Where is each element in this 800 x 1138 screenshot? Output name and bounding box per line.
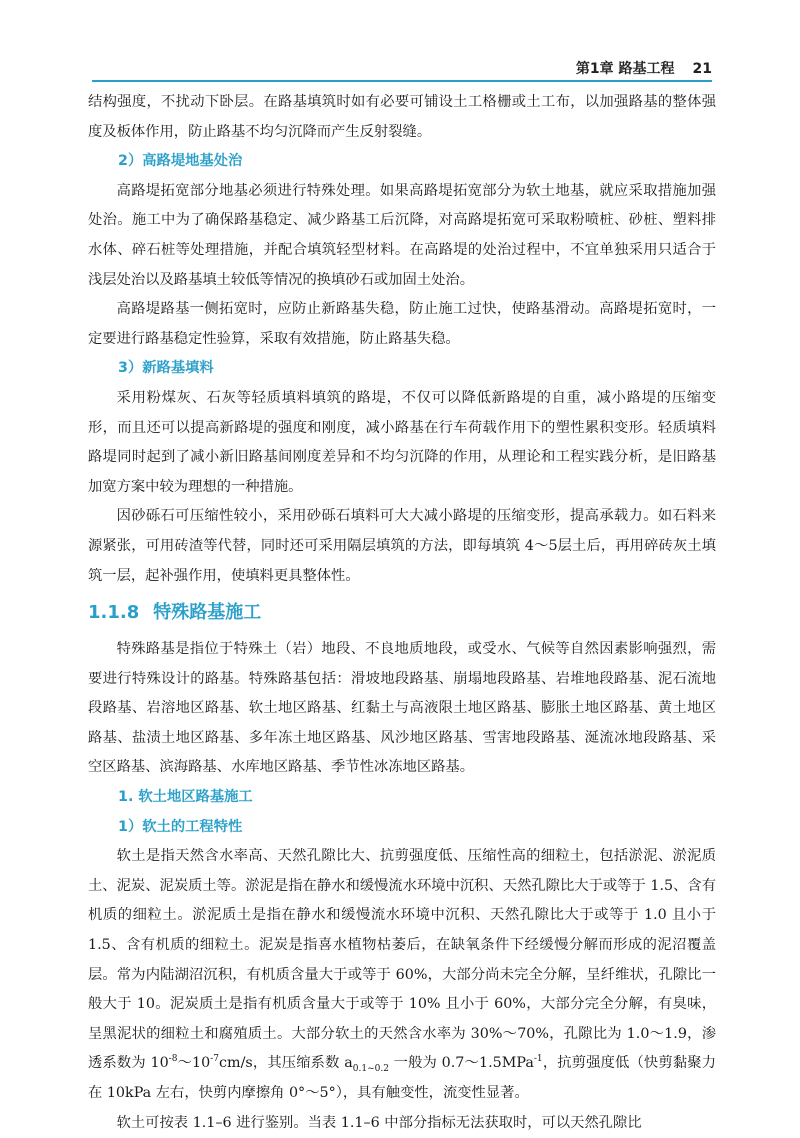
paragraph: 因砂砾石可压缩性较小，采用砂砾石填料可大大减小路堤的压缩变形，提高承载力。如石料来源紧张，可用砖渣等代替，同时还可采用隔层填筑的方法，即每填筑 4～5层土后，再用碎砖灰土填筑一层，起补强作用，使填料更具整体性。 <box>88 508 716 584</box>
paragraph: 高路堤拓宽部分地基必须进行特殊处理。如果高路堤拓宽部分为软土地基，就应采取措施加强处治。施工中为了确保路基稳定、减少路基工后沉降，对高路堤拓宽可采取粉喷桩、砂桩、塑料排水体、碎石桩等处理措施，并配合填筑轻型材料。在高路堤的处治过程中，不宜单独采用只适合于浅层处治以及路基填土较低等情况的换填砂石或加固土处治。 <box>88 182 716 288</box>
subheading-soft-soil: 1. 软土地区路基施工 <box>118 789 253 806</box>
page-body <box>88 88 716 1138</box>
header-divider <box>92 80 712 82</box>
paragraph: 软土可按表 1.1–6 进行鉴别。当表 1.1–6 中部分指标无法获取时，可以天然孔隙比 <box>116 1114 642 1131</box>
subheading-new-fill: 3）新路基填料 <box>118 360 214 377</box>
page-number: 21 <box>692 61 712 77</box>
subheading-high-embankment: 2）高路堤地基处治 <box>118 153 243 170</box>
chapter-title: 第1章 路基工程 <box>575 61 675 77</box>
running-header <box>92 54 712 82</box>
section-heading <box>88 600 716 626</box>
paragraph: 高路堤路基一侧拓宽时，应防止新路基失稳，防止施工过快，使路基滑动。高路堤拓宽时，一定要进行路基稳定性验算，采取有效措施，防止路基失稳。 <box>88 301 716 347</box>
paragraph-soft-soil: 软土是指天然含水率高、天然孔隙比大、抗剪强度低、压缩性高的细粒土，包括淤泥、淤泥质土、泥炭、泥炭质土等。淤泥是指在静水和缓慢流水环境中沉积、天然孔隙比大于或等于 1.5、含有机质的细粒土。淤泥质土是指在静水和缓慢流水环境中沉积、天然孔隙比大于或等于 1.0 且小于 1.5、含有机质的细粒土。泥炭是指喜水植物枯萎后，在缺氧条件下经缓慢分解而形成的泥沼覆盖层。常为内陆湖沼沉积，有机质含量大于或等于 60%，大部分尚未完全分解，呈纤维状，孔隙比一般大于 10。泥炭质土是指有机质含量大于或等于 10% 且小于 60%，大部分完全分解，有臭味，呈黑泥状的细粒土和腐殖质土。大部分软土的天然含水率为 30%～70%，孔隙比为 1.0～1.9，渗透系数为 $10^{-8}\sim 10^{-7}cm/s$，其压缩系数 $a_{0.1\sim 0.2}$ 一般为 0.7～1.5MPa$^{-1}$，抗剪强度低（快剪黏聚力在 10kPa 左右，快剪内摩擦角 0°～5°），具有触变性，流变性显著。 <box>88 848 717 1101</box>
paragraph: 特殊路基是指位于特殊土（岩）地段、不良地质地段，或受水、气候等自然因素影响强烈，需要进行特殊设计的路基。特殊路基包括：滑坡地段路基、崩塌地段路基、岩堆地段路基、泥石流地段路基、岩溶地区路基、软土地区路基、红黏土与高液限土地区路基、膨胀土地区路基、黄土地区路基、盐渍土地区路基、多年冻土地区路基、风沙地区路基、雪害地段路基、涎流冰地段路基、采空区路基、滨海路基、水库地区路基、季节性冰冻地区路基。 <box>88 641 716 776</box>
paragraph-continued: 结构强度，不扰动下卧层。在路基填筑时如有必要可铺设土工格栅或土工布，以加强路基的整体强度及板体作用，防止路基不均匀沉降而产生反射裂缝。 <box>88 94 716 140</box>
header-title <box>576 58 712 78</box>
section-title: 特殊路基施工 <box>153 602 262 624</box>
subheading-soft-soil-properties: 1）软土的工程特性 <box>118 818 243 835</box>
section-number: 1.1.8 <box>88 602 140 624</box>
paragraph: 采用粉煤灰、石灰等轻质填料填筑的路堤，不仅可以降低新路堤的自重，减小路堤的压缩变形，而且还可以提高新路堤的强度和刚度，减小路基在行车荷载作用下的塑性累积变形。轻质填料路堤同时起到了减小新旧路基间刚度差异和不均匀沉降的作用，从理论和工程实践分析，是旧路基加宽方案中较为理想的一种措施。 <box>88 389 716 495</box>
